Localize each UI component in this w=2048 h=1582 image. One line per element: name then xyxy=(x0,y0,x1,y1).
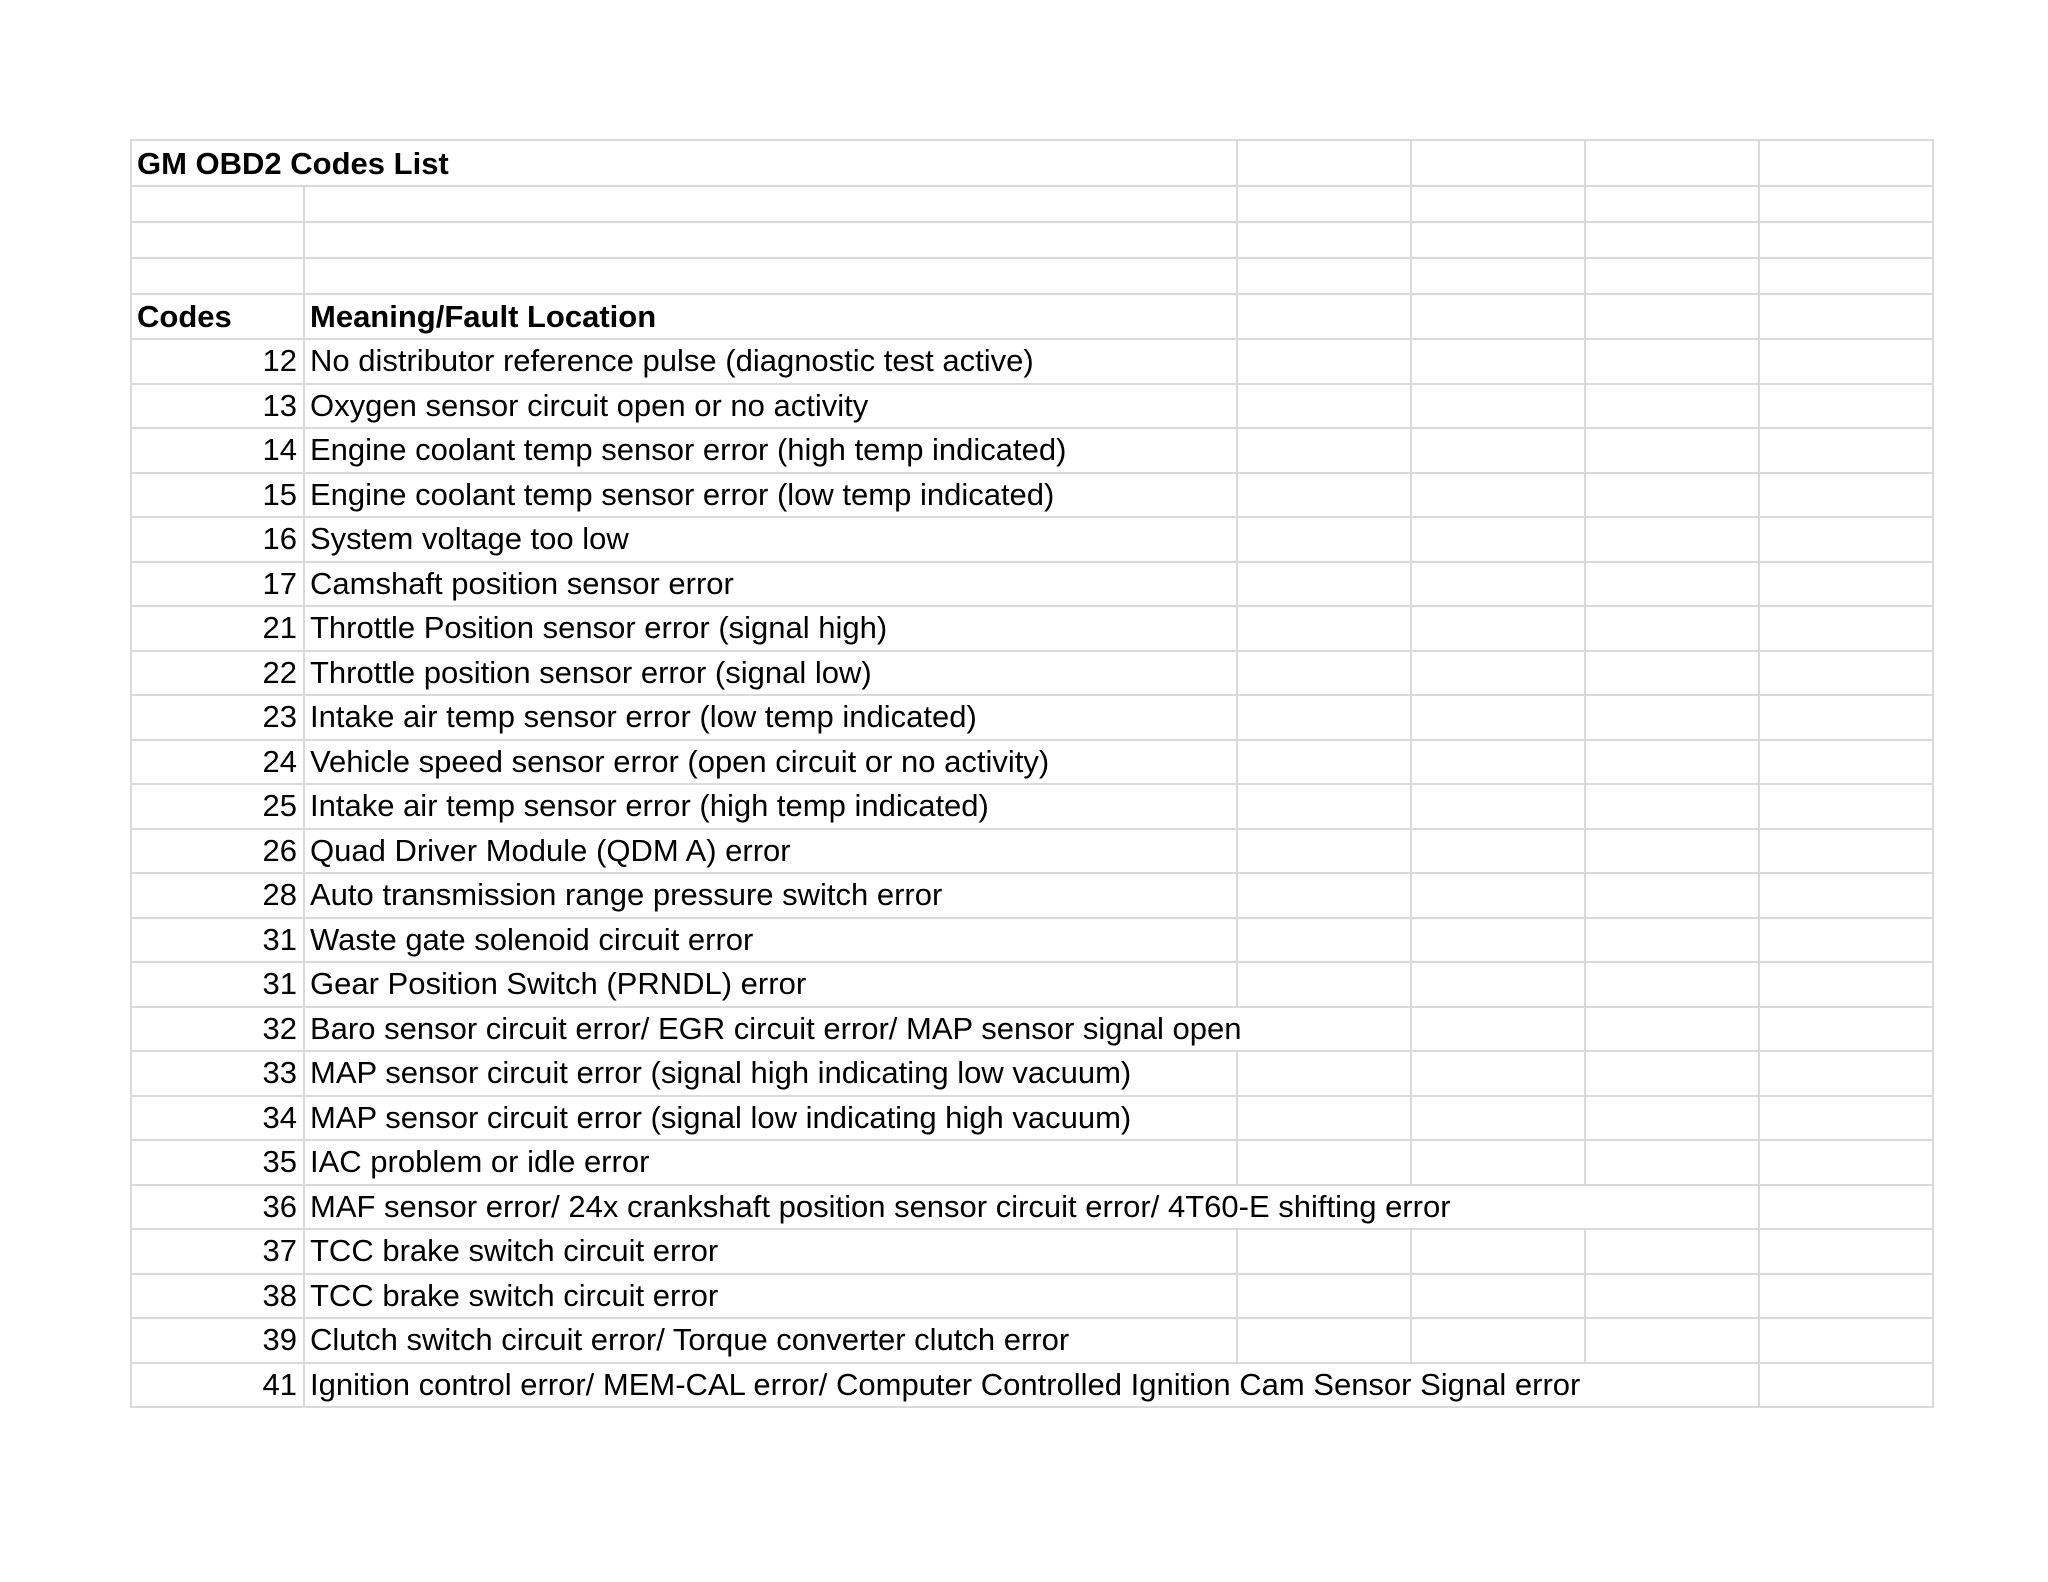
column-gridline xyxy=(1236,185,1238,223)
column-gridline xyxy=(1236,561,1238,607)
column-gridline xyxy=(1410,961,1412,1008)
column-gridline xyxy=(1584,427,1586,474)
column-gridline xyxy=(1410,383,1412,429)
column-gridline xyxy=(1410,694,1412,741)
meaning-cell: Quad Driver Module (QDM A) error xyxy=(310,833,791,868)
code-cell: 33 xyxy=(262,1055,297,1090)
column-gridline xyxy=(1410,783,1412,830)
code-cell: 36 xyxy=(262,1189,297,1224)
column-gridline xyxy=(1584,605,1586,652)
column-gridline xyxy=(1410,917,1412,963)
column-gridline xyxy=(1758,383,1760,429)
column-gridline xyxy=(303,1273,305,1319)
column-gridline xyxy=(1236,872,1238,919)
column-gridline xyxy=(1932,1228,1934,1275)
column-gridline xyxy=(1584,293,1586,340)
column-gridline xyxy=(303,561,305,607)
row-gridline xyxy=(130,221,1934,223)
column-gridline xyxy=(1584,783,1586,830)
column-gridline xyxy=(1410,1139,1412,1186)
column-gridline xyxy=(303,383,305,429)
column-gridline xyxy=(1932,828,1934,874)
column-gridline xyxy=(303,1095,305,1141)
column-gridline xyxy=(1758,185,1760,223)
column-gridline xyxy=(1410,828,1412,874)
column-gridline xyxy=(1236,516,1238,563)
code-cell: 21 xyxy=(262,610,297,645)
meaning-cell: TCC brake switch circuit error xyxy=(310,1278,719,1313)
meaning-cell: MAF sensor error/ 24x crankshaft position sensor circuit error/ 4T60-E shifting error xyxy=(310,1189,1451,1224)
code-cell: 12 xyxy=(262,343,297,378)
column-gridline xyxy=(303,1050,305,1097)
code-cell: 15 xyxy=(262,477,297,512)
column-gridline xyxy=(1932,1317,1934,1364)
column-gridline xyxy=(1584,1139,1586,1186)
code-cell: 32 xyxy=(262,1011,297,1046)
code-cell: 31 xyxy=(262,966,297,1001)
column-gridline xyxy=(1932,185,1934,223)
column-gridline xyxy=(303,1362,305,1408)
column-gridline xyxy=(1758,221,1760,259)
column-gridline xyxy=(1932,221,1934,259)
column-gridline xyxy=(1410,185,1412,223)
meaning-cell: Throttle Position sensor error (signal high) xyxy=(310,610,888,645)
column-gridline xyxy=(1584,383,1586,429)
column-gridline xyxy=(1410,1095,1412,1141)
column-gridline xyxy=(1584,338,1586,385)
column-gridline xyxy=(1410,605,1412,652)
meaning-cell: Ignition control error/ MEM-CAL error/ Computer Controlled Ignition Cam Sensor Signal error xyxy=(310,1367,1581,1402)
column-gridline xyxy=(1932,650,1934,696)
column-gridline xyxy=(1758,605,1760,652)
column-gridline xyxy=(1758,872,1760,919)
column-gridline xyxy=(1758,1228,1760,1275)
column-gridline xyxy=(1584,872,1586,919)
meaning-cell: System voltage too low xyxy=(310,521,629,556)
code-cell: 26 xyxy=(262,833,297,868)
column-gridline xyxy=(303,783,305,830)
code-cell: 25 xyxy=(262,788,297,823)
column-gridline xyxy=(1758,917,1760,963)
column-gridline xyxy=(1758,472,1760,518)
meaning-cell: MAP sensor circuit error (signal low indicating high vacuum) xyxy=(310,1100,1132,1135)
spreadsheet-grid xyxy=(130,139,1934,1407)
code-cell: 39 xyxy=(262,1322,297,1357)
column-gridline xyxy=(303,650,305,696)
column-gridline xyxy=(1410,221,1412,259)
column-gridline xyxy=(303,1139,305,1186)
column-gridline xyxy=(1410,561,1412,607)
meaning-cell: IAC problem or idle error xyxy=(310,1144,650,1179)
column-gridline xyxy=(1932,383,1934,429)
column-gridline xyxy=(303,221,305,259)
column-gridline xyxy=(1584,1006,1586,1052)
meaning-cell: Intake air temp sensor error (high temp indicated) xyxy=(310,788,989,823)
column-gridline xyxy=(1410,427,1412,474)
column-gridline xyxy=(1932,516,1934,563)
column-gridline xyxy=(1758,1050,1760,1097)
column-gridline xyxy=(1932,1050,1934,1097)
column-gridline xyxy=(1236,605,1238,652)
column-gridline xyxy=(1932,427,1934,474)
column-gridline xyxy=(1932,1184,1934,1230)
column-gridline xyxy=(1932,1362,1934,1408)
column-gridline xyxy=(1932,605,1934,652)
column-gridline xyxy=(1932,694,1934,741)
column-gridline xyxy=(1236,694,1238,741)
column-gridline xyxy=(303,1228,305,1275)
column-gridline xyxy=(1758,427,1760,474)
sheet-title: GM OBD2 Codes List xyxy=(137,146,449,181)
column-gridline xyxy=(1584,139,1586,187)
code-cell: 38 xyxy=(262,1278,297,1313)
column-gridline xyxy=(1236,739,1238,785)
column-gridline xyxy=(1758,293,1760,340)
column-gridline xyxy=(130,293,132,340)
code-cell: 13 xyxy=(262,388,297,423)
column-gridline xyxy=(303,257,305,295)
meaning-cell: Clutch switch circuit error/ Torque converter clutch error xyxy=(310,1322,1070,1357)
meaning-cell: Engine coolant temp sensor error (high temp indicated) xyxy=(310,432,1067,467)
column-gridline xyxy=(1410,472,1412,518)
column-gridline xyxy=(1758,257,1760,295)
column-gridline xyxy=(1932,257,1934,295)
meaning-cell: Engine coolant temp sensor error (low temp indicated) xyxy=(310,477,1055,512)
column-gridline xyxy=(1236,917,1238,963)
column-gridline xyxy=(1410,739,1412,785)
meaning-cell: Auto transmission range pressure switch error xyxy=(310,877,943,912)
column-gridline xyxy=(1410,516,1412,563)
column-gridline xyxy=(1410,257,1412,295)
column-gridline xyxy=(303,961,305,1008)
column-gridline xyxy=(1758,739,1760,785)
column-gridline xyxy=(1410,1006,1412,1052)
code-cell: 35 xyxy=(262,1144,297,1179)
meaning-cell: Waste gate solenoid circuit error xyxy=(310,922,754,957)
column-gridline xyxy=(1584,739,1586,785)
column-gridline xyxy=(1932,293,1934,340)
column-gridline xyxy=(1758,694,1760,741)
column-gridline xyxy=(130,139,132,187)
code-cell: 41 xyxy=(262,1367,297,1402)
column-gridline xyxy=(1932,561,1934,607)
column-gridline xyxy=(1236,472,1238,518)
column-gridline xyxy=(1584,257,1586,295)
column-gridline xyxy=(1410,293,1412,340)
column-gridline xyxy=(303,828,305,874)
meaning-cell: MAP sensor circuit error (signal high indicating low vacuum) xyxy=(310,1055,1132,1090)
meaning-cell: Intake air temp sensor error (low temp indicated) xyxy=(310,699,977,734)
column-gridline xyxy=(130,257,132,295)
column-gridline xyxy=(1236,1095,1238,1141)
column-gridline xyxy=(303,293,305,340)
column-gridline xyxy=(1758,828,1760,874)
column-gridline xyxy=(1584,650,1586,696)
column-gridline xyxy=(1758,1095,1760,1141)
column-gridline xyxy=(1236,1228,1238,1275)
code-cell: 37 xyxy=(262,1233,297,1268)
meaning-cell: No distributor reference pulse (diagnostic test active) xyxy=(310,343,1034,378)
column-gridline xyxy=(1236,293,1238,340)
meaning-header: Meaning/Fault Location xyxy=(310,299,657,334)
column-gridline xyxy=(1932,783,1934,830)
meaning-cell: Camshaft position sensor error xyxy=(310,566,734,601)
code-cell: 24 xyxy=(262,744,297,779)
column-gridline xyxy=(1758,338,1760,385)
column-gridline xyxy=(1236,257,1238,295)
column-gridline xyxy=(1758,783,1760,830)
column-gridline xyxy=(1932,1139,1934,1186)
code-cell: 14 xyxy=(262,432,297,467)
column-gridline xyxy=(1584,561,1586,607)
column-gridline xyxy=(1236,383,1238,429)
column-gridline xyxy=(303,739,305,785)
column-gridline xyxy=(1932,739,1934,785)
column-gridline xyxy=(1584,185,1586,223)
column-gridline xyxy=(303,472,305,518)
column-gridline xyxy=(1758,961,1760,1008)
column-gridline xyxy=(1758,1184,1760,1230)
column-gridline xyxy=(1584,472,1586,518)
column-gridline xyxy=(1584,1273,1586,1319)
column-gridline xyxy=(303,872,305,919)
column-gridline xyxy=(303,1317,305,1364)
code-cell: 17 xyxy=(262,566,297,601)
column-gridline xyxy=(1236,961,1238,1008)
column-gridline xyxy=(303,605,305,652)
column-gridline xyxy=(1758,516,1760,563)
column-gridline xyxy=(1236,1139,1238,1186)
meaning-cell: Throttle position sensor error (signal low) xyxy=(310,655,872,690)
column-gridline xyxy=(1932,139,1934,187)
column-gridline xyxy=(130,221,132,259)
column-gridline xyxy=(1236,1273,1238,1319)
column-gridline xyxy=(1236,783,1238,830)
column-gridline xyxy=(303,917,305,963)
column-gridline xyxy=(1932,472,1934,518)
column-gridline xyxy=(1236,828,1238,874)
column-gridline xyxy=(1758,650,1760,696)
column-gridline xyxy=(303,185,305,223)
column-gridline xyxy=(1932,1095,1934,1141)
code-cell: 34 xyxy=(262,1100,297,1135)
column-gridline xyxy=(1236,650,1238,696)
column-gridline xyxy=(1758,561,1760,607)
column-gridline xyxy=(1236,1050,1238,1097)
column-gridline xyxy=(1584,1228,1586,1275)
column-gridline xyxy=(1584,694,1586,741)
column-gridline xyxy=(1932,1273,1934,1319)
column-gridline xyxy=(1758,139,1760,187)
column-gridline xyxy=(1932,961,1934,1008)
column-gridline xyxy=(303,1184,305,1230)
column-gridline xyxy=(1236,139,1238,187)
column-gridline xyxy=(1758,1362,1760,1408)
meaning-cell: TCC brake switch circuit error xyxy=(310,1233,719,1268)
column-gridline xyxy=(1932,872,1934,919)
column-gridline xyxy=(1758,1273,1760,1319)
column-gridline xyxy=(1584,1050,1586,1097)
column-gridline xyxy=(1758,1139,1760,1186)
column-gridline xyxy=(1584,221,1586,259)
code-cell: 28 xyxy=(262,877,297,912)
column-gridline xyxy=(1584,961,1586,1008)
meaning-cell: Vehicle speed sensor error (open circuit or no activity) xyxy=(310,744,1050,779)
column-gridline xyxy=(130,185,132,223)
column-gridline xyxy=(1410,650,1412,696)
column-gridline xyxy=(1236,1317,1238,1364)
column-gridline xyxy=(1410,1050,1412,1097)
column-gridline xyxy=(303,1006,305,1052)
row-gridline xyxy=(130,257,1934,259)
code-cell: 23 xyxy=(262,699,297,734)
column-gridline xyxy=(1932,917,1934,963)
column-gridline xyxy=(1236,338,1238,385)
column-gridline xyxy=(303,694,305,741)
codes-header: Codes xyxy=(137,299,232,334)
meaning-cell: Oxygen sensor circuit open or no activity xyxy=(310,388,869,423)
code-cell: 31 xyxy=(262,922,297,957)
meaning-cell: Baro sensor circuit error/ EGR circuit error/ MAP sensor signal open xyxy=(310,1011,1242,1046)
column-gridline xyxy=(1584,917,1586,963)
column-gridline xyxy=(1584,1317,1586,1364)
column-gridline xyxy=(1584,516,1586,563)
column-gridline xyxy=(1236,427,1238,474)
column-gridline xyxy=(303,427,305,474)
column-gridline xyxy=(303,338,305,385)
column-gridline xyxy=(1758,1317,1760,1364)
column-gridline xyxy=(1410,139,1412,187)
column-gridline xyxy=(303,516,305,563)
meaning-cell: Gear Position Switch (PRNDL) error xyxy=(310,966,807,1001)
row-gridline xyxy=(130,139,1934,141)
column-gridline xyxy=(1410,1273,1412,1319)
code-cell: 22 xyxy=(262,655,297,690)
column-gridline xyxy=(1410,1228,1412,1275)
column-gridline xyxy=(1410,1317,1412,1364)
column-gridline xyxy=(1758,1006,1760,1052)
column-gridline xyxy=(1410,872,1412,919)
column-gridline xyxy=(1584,1095,1586,1141)
column-gridline xyxy=(1932,1006,1934,1052)
column-gridline xyxy=(1410,338,1412,385)
column-gridline xyxy=(1584,828,1586,874)
column-gridline xyxy=(1236,221,1238,259)
column-gridline xyxy=(1932,338,1934,385)
code-cell: 16 xyxy=(262,521,297,556)
